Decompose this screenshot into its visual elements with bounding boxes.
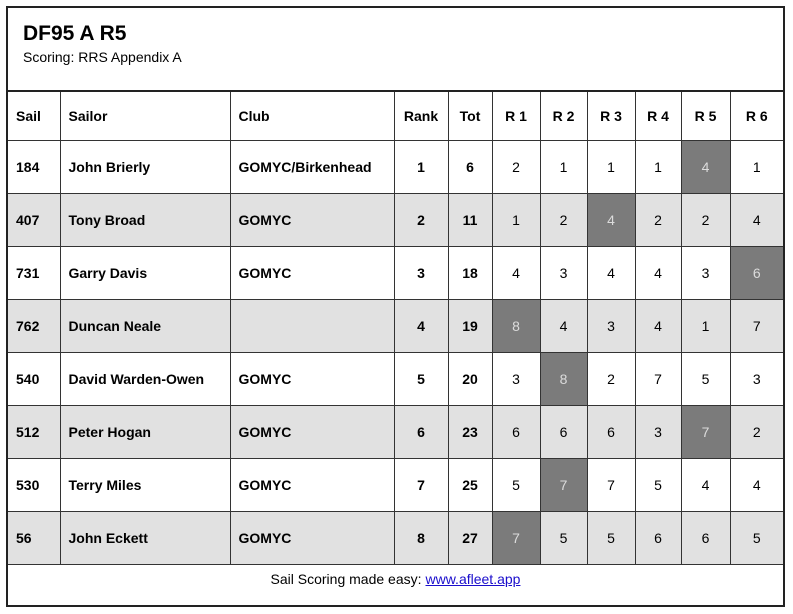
- sailor-cell: Garry Davis: [60, 246, 230, 299]
- table-row: [8, 193, 783, 246]
- results-sheet: [6, 6, 785, 607]
- total-cell: 11: [448, 193, 492, 246]
- sailor-cell: John Brierly: [60, 140, 230, 193]
- sailor-cell: Terry Miles: [60, 458, 230, 511]
- col-header-r2: R 2: [540, 92, 587, 140]
- sail-cell: 530: [8, 458, 60, 511]
- total-cell: 20: [448, 352, 492, 405]
- total-cell: 23: [448, 405, 492, 458]
- table-row: [8, 140, 783, 193]
- page-title: DF95 A R5: [23, 22, 127, 45]
- sailor-cell: David Warden-Owen: [60, 352, 230, 405]
- total-cell: 25: [448, 458, 492, 511]
- sail-cell: 512: [8, 405, 60, 458]
- race-score-discarded-cell: 7: [492, 511, 540, 564]
- race-score-cell: 1: [492, 193, 540, 246]
- col-header-r5: R 5: [681, 92, 730, 140]
- rank-cell: 7: [394, 458, 448, 511]
- sailor-cell: Tony Broad: [60, 193, 230, 246]
- col-header-tot: Tot: [448, 92, 492, 140]
- race-score-cell: 2: [540, 193, 587, 246]
- race-score-cell: 4: [635, 299, 681, 352]
- rank-cell: 3: [394, 246, 448, 299]
- table-header-row: [8, 92, 783, 140]
- total-cell: 6: [448, 140, 492, 193]
- total-cell: 18: [448, 246, 492, 299]
- race-score-cell: 1: [730, 140, 783, 193]
- race-score-cell: 6: [492, 405, 540, 458]
- afleet-link[interactable]: www.afleet.app: [425, 570, 521, 587]
- race-score-discarded-cell: 4: [587, 193, 635, 246]
- race-score-cell: 1: [587, 140, 635, 193]
- rank-cell: 6: [394, 405, 448, 458]
- race-score-cell: 7: [635, 352, 681, 405]
- table-row: [8, 458, 783, 511]
- race-score-cell: 3: [730, 352, 783, 405]
- race-score-cell: 5: [587, 511, 635, 564]
- race-score-cell: 2: [681, 193, 730, 246]
- sail-cell: 540: [8, 352, 60, 405]
- race-score-cell: 3: [635, 405, 681, 458]
- race-score-cell: 2: [730, 405, 783, 458]
- footer: [8, 552, 783, 605]
- race-score-cell: 1: [540, 140, 587, 193]
- results-table: [8, 92, 783, 565]
- club-cell: GOMYC: [230, 193, 394, 246]
- col-header-sailor: Sailor: [60, 92, 230, 140]
- col-header-club: Club: [230, 92, 394, 140]
- race-score-cell: 6: [587, 405, 635, 458]
- total-cell: 27: [448, 511, 492, 564]
- sail-cell: 407: [8, 193, 60, 246]
- race-score-cell: 3: [681, 246, 730, 299]
- race-score-cell: 6: [681, 511, 730, 564]
- club-cell: GOMYC: [230, 458, 394, 511]
- rank-cell: 1: [394, 140, 448, 193]
- race-score-cell: 4: [681, 458, 730, 511]
- rank-cell: 5: [394, 352, 448, 405]
- table-row: [8, 405, 783, 458]
- table-row: [8, 246, 783, 299]
- race-score-discarded-cell: 6: [730, 246, 783, 299]
- sailor-cell: John Eckett: [60, 511, 230, 564]
- race-score-cell: 3: [587, 299, 635, 352]
- race-score-discarded-cell: 7: [540, 458, 587, 511]
- col-header-r1: R 1: [492, 92, 540, 140]
- race-score-cell: 3: [540, 246, 587, 299]
- sail-cell: 731: [8, 246, 60, 299]
- race-score-discarded-cell: 8: [492, 299, 540, 352]
- results-body: [8, 140, 783, 564]
- race-score-cell: 1: [635, 140, 681, 193]
- sailor-cell: Peter Hogan: [60, 405, 230, 458]
- race-score-cell: 5: [681, 352, 730, 405]
- race-score-discarded-cell: 7: [681, 405, 730, 458]
- col-header-r3: R 3: [587, 92, 635, 140]
- race-score-cell: 7: [587, 458, 635, 511]
- club-cell: GOMYC: [230, 405, 394, 458]
- footer-text: Sail Scoring made easy:: [270, 570, 422, 587]
- race-score-cell: 2: [635, 193, 681, 246]
- table-row: [8, 299, 783, 352]
- club-cell: GOMYC/Birkenhead: [230, 140, 394, 193]
- race-score-cell: 7: [730, 299, 783, 352]
- rank-cell: 4: [394, 299, 448, 352]
- race-score-cell: 2: [492, 140, 540, 193]
- race-score-discarded-cell: 8: [540, 352, 587, 405]
- results-header: [8, 8, 783, 92]
- total-cell: 19: [448, 299, 492, 352]
- scoring-subtitle: Scoring: RRS Appendix A: [23, 49, 182, 65]
- race-score-cell: 1: [681, 299, 730, 352]
- race-score-cell: 5: [730, 511, 783, 564]
- sailor-cell: Duncan Neale: [60, 299, 230, 352]
- col-header-rank: Rank: [394, 92, 448, 140]
- race-score-cell: 4: [730, 458, 783, 511]
- club-cell: GOMYC: [230, 352, 394, 405]
- race-score-cell: 4: [587, 246, 635, 299]
- race-score-cell: 6: [635, 511, 681, 564]
- col-header-r6: R 6: [730, 92, 783, 140]
- col-header-sail: Sail: [8, 92, 60, 140]
- race-score-cell: 5: [635, 458, 681, 511]
- race-score-cell: 4: [730, 193, 783, 246]
- race-score-cell: 2: [587, 352, 635, 405]
- sail-cell: 56: [8, 511, 60, 564]
- race-score-cell: 5: [492, 458, 540, 511]
- sail-cell: 762: [8, 299, 60, 352]
- race-score-cell: 4: [635, 246, 681, 299]
- club-cell: [230, 299, 394, 352]
- race-score-cell: 3: [492, 352, 540, 405]
- sail-cell: 184: [8, 140, 60, 193]
- race-score-cell: 6: [540, 405, 587, 458]
- race-score-discarded-cell: 4: [681, 140, 730, 193]
- race-score-cell: 4: [540, 299, 587, 352]
- race-score-cell: 5: [540, 511, 587, 564]
- col-header-r4: R 4: [635, 92, 681, 140]
- club-cell: GOMYC: [230, 511, 394, 564]
- rank-cell: 2: [394, 193, 448, 246]
- table-row: [8, 352, 783, 405]
- club-cell: GOMYC: [230, 246, 394, 299]
- rank-cell: 8: [394, 511, 448, 564]
- race-score-cell: 4: [492, 246, 540, 299]
